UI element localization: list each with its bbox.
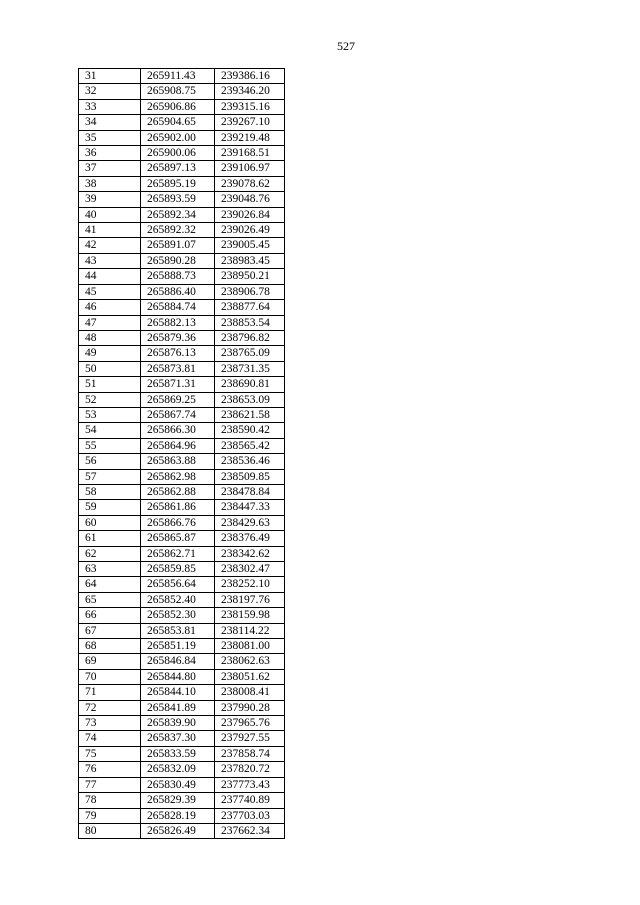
point-number-cell: 73 xyxy=(79,716,141,731)
point-number-cell: 45 xyxy=(79,284,141,299)
coordinate-table xyxy=(78,68,285,839)
point-number-cell: 42 xyxy=(79,238,141,253)
table-row xyxy=(79,253,285,268)
x-coordinate-cell: 265829.39 xyxy=(141,793,215,808)
point-number-cell: 68 xyxy=(79,639,141,654)
point-number-cell: 56 xyxy=(79,454,141,469)
x-coordinate-cell: 265833.59 xyxy=(141,746,215,761)
y-coordinate-cell: 237820.72 xyxy=(215,762,285,777)
x-coordinate-cell: 265828.19 xyxy=(141,808,215,823)
point-number-cell: 80 xyxy=(79,823,141,838)
y-coordinate-cell: 238690.81 xyxy=(215,377,285,392)
table-row xyxy=(79,407,285,422)
table-row xyxy=(79,330,285,345)
x-coordinate-cell: 265882.13 xyxy=(141,315,215,330)
table-row xyxy=(79,392,285,407)
y-coordinate-cell: 238877.64 xyxy=(215,300,285,315)
point-number-cell: 71 xyxy=(79,685,141,700)
point-number-cell: 60 xyxy=(79,515,141,530)
y-coordinate-cell: 237662.34 xyxy=(215,823,285,838)
x-coordinate-cell: 265862.88 xyxy=(141,484,215,499)
x-coordinate-cell: 265871.31 xyxy=(141,377,215,392)
table-row xyxy=(79,207,285,222)
table-row xyxy=(79,777,285,792)
table-row xyxy=(79,315,285,330)
y-coordinate-cell: 238536.46 xyxy=(215,454,285,469)
x-coordinate-cell: 265888.73 xyxy=(141,269,215,284)
x-coordinate-cell: 265837.30 xyxy=(141,731,215,746)
coordinate-table-body xyxy=(79,69,285,839)
x-coordinate-cell: 265844.10 xyxy=(141,685,215,700)
point-number-cell: 31 xyxy=(79,69,141,84)
table-row xyxy=(79,269,285,284)
x-coordinate-cell: 265866.30 xyxy=(141,423,215,438)
y-coordinate-cell: 238114.22 xyxy=(215,623,285,638)
x-coordinate-cell: 265826.49 xyxy=(141,823,215,838)
table-row xyxy=(79,176,285,191)
point-number-cell: 50 xyxy=(79,361,141,376)
y-coordinate-cell: 238376.49 xyxy=(215,531,285,546)
table-row xyxy=(79,700,285,715)
table-row xyxy=(79,762,285,777)
table-row xyxy=(79,130,285,145)
point-number-cell: 34 xyxy=(79,115,141,130)
x-coordinate-cell: 265904.65 xyxy=(141,115,215,130)
y-coordinate-cell: 239219.48 xyxy=(215,130,285,145)
table-row xyxy=(79,115,285,130)
point-number-cell: 47 xyxy=(79,315,141,330)
y-coordinate-cell: 239048.76 xyxy=(215,192,285,207)
table-row xyxy=(79,592,285,607)
table-row xyxy=(79,654,285,669)
point-number-cell: 63 xyxy=(79,562,141,577)
y-coordinate-cell: 238197.76 xyxy=(215,592,285,607)
table-row xyxy=(79,284,285,299)
y-coordinate-cell: 238509.85 xyxy=(215,469,285,484)
table-row xyxy=(79,300,285,315)
x-coordinate-cell: 265853.81 xyxy=(141,623,215,638)
x-coordinate-cell: 265906.86 xyxy=(141,99,215,114)
point-number-cell: 48 xyxy=(79,330,141,345)
y-coordinate-cell: 238983.45 xyxy=(215,253,285,268)
point-number-cell: 49 xyxy=(79,346,141,361)
point-number-cell: 79 xyxy=(79,808,141,823)
point-number-cell: 67 xyxy=(79,623,141,638)
x-coordinate-cell: 265869.25 xyxy=(141,392,215,407)
x-coordinate-cell: 265900.06 xyxy=(141,146,215,161)
x-coordinate-cell: 265892.34 xyxy=(141,207,215,222)
table-row xyxy=(79,731,285,746)
y-coordinate-cell: 237990.28 xyxy=(215,700,285,715)
y-coordinate-cell: 239005.45 xyxy=(215,238,285,253)
point-number-cell: 39 xyxy=(79,192,141,207)
table-row xyxy=(79,99,285,114)
table-row xyxy=(79,69,285,84)
y-coordinate-cell: 239026.84 xyxy=(215,207,285,222)
y-coordinate-cell: 237773.43 xyxy=(215,777,285,792)
point-number-cell: 40 xyxy=(79,207,141,222)
table-row xyxy=(79,577,285,592)
table-row xyxy=(79,716,285,731)
y-coordinate-cell: 239315.16 xyxy=(215,99,285,114)
y-coordinate-cell: 238342.62 xyxy=(215,546,285,561)
x-coordinate-cell: 265832.09 xyxy=(141,762,215,777)
table-row xyxy=(79,639,285,654)
table-row xyxy=(79,161,285,176)
x-coordinate-cell: 265852.40 xyxy=(141,592,215,607)
y-coordinate-cell: 238478.84 xyxy=(215,484,285,499)
y-coordinate-cell: 237858.74 xyxy=(215,746,285,761)
y-coordinate-cell: 239168.51 xyxy=(215,146,285,161)
table-row xyxy=(79,623,285,638)
y-coordinate-cell: 238621.58 xyxy=(215,407,285,422)
x-coordinate-cell: 265852.30 xyxy=(141,608,215,623)
y-coordinate-cell: 238429.63 xyxy=(215,515,285,530)
y-coordinate-cell: 238853.54 xyxy=(215,315,285,330)
x-coordinate-cell: 265867.74 xyxy=(141,407,215,422)
table-row xyxy=(79,238,285,253)
x-coordinate-cell: 265876.13 xyxy=(141,346,215,361)
x-coordinate-cell: 265865.87 xyxy=(141,531,215,546)
y-coordinate-cell: 239346.20 xyxy=(215,84,285,99)
x-coordinate-cell: 265859.85 xyxy=(141,562,215,577)
x-coordinate-cell: 265873.81 xyxy=(141,361,215,376)
table-row xyxy=(79,84,285,99)
table-row xyxy=(79,361,285,376)
y-coordinate-cell: 237927.55 xyxy=(215,731,285,746)
y-coordinate-cell: 238765.09 xyxy=(215,346,285,361)
y-coordinate-cell: 239078.62 xyxy=(215,176,285,191)
x-coordinate-cell: 265879.36 xyxy=(141,330,215,345)
y-coordinate-cell: 238590.42 xyxy=(215,423,285,438)
table-row xyxy=(79,823,285,838)
point-number-cell: 62 xyxy=(79,546,141,561)
table-row xyxy=(79,423,285,438)
point-number-cell: 74 xyxy=(79,731,141,746)
table-row xyxy=(79,546,285,561)
y-coordinate-cell: 238062.63 xyxy=(215,654,285,669)
point-number-cell: 36 xyxy=(79,146,141,161)
point-number-cell: 33 xyxy=(79,99,141,114)
y-coordinate-cell: 238252.10 xyxy=(215,577,285,592)
x-coordinate-cell: 265897.13 xyxy=(141,161,215,176)
x-coordinate-cell: 265861.86 xyxy=(141,500,215,515)
point-number-cell: 32 xyxy=(79,84,141,99)
point-number-cell: 77 xyxy=(79,777,141,792)
y-coordinate-cell: 238796.82 xyxy=(215,330,285,345)
table-row xyxy=(79,562,285,577)
point-number-cell: 51 xyxy=(79,377,141,392)
x-coordinate-cell: 265862.71 xyxy=(141,546,215,561)
table-row xyxy=(79,484,285,499)
point-number-cell: 76 xyxy=(79,762,141,777)
y-coordinate-cell: 238008.41 xyxy=(215,685,285,700)
y-coordinate-cell: 238159.98 xyxy=(215,608,285,623)
table-row xyxy=(79,793,285,808)
x-coordinate-cell: 265892.32 xyxy=(141,223,215,238)
point-number-cell: 44 xyxy=(79,269,141,284)
table-row xyxy=(79,223,285,238)
x-coordinate-cell: 265844.80 xyxy=(141,669,215,684)
page-number: 527 xyxy=(337,39,355,53)
point-number-cell: 41 xyxy=(79,223,141,238)
table-row xyxy=(79,454,285,469)
x-coordinate-cell: 265856.64 xyxy=(141,577,215,592)
x-coordinate-cell: 265846.84 xyxy=(141,654,215,669)
table-row xyxy=(79,531,285,546)
point-number-cell: 61 xyxy=(79,531,141,546)
y-coordinate-cell: 237965.76 xyxy=(215,716,285,731)
y-coordinate-cell: 238081.00 xyxy=(215,639,285,654)
table-row xyxy=(79,192,285,207)
point-number-cell: 66 xyxy=(79,608,141,623)
point-number-cell: 75 xyxy=(79,746,141,761)
table-row xyxy=(79,685,285,700)
point-number-cell: 37 xyxy=(79,161,141,176)
point-number-cell: 55 xyxy=(79,438,141,453)
point-number-cell: 58 xyxy=(79,484,141,499)
point-number-cell: 43 xyxy=(79,253,141,268)
point-number-cell: 38 xyxy=(79,176,141,191)
point-number-cell: 54 xyxy=(79,423,141,438)
y-coordinate-cell: 239106.97 xyxy=(215,161,285,176)
y-coordinate-cell: 237740.89 xyxy=(215,793,285,808)
table-row xyxy=(79,346,285,361)
x-coordinate-cell: 265863.88 xyxy=(141,454,215,469)
x-coordinate-cell: 265864.96 xyxy=(141,438,215,453)
x-coordinate-cell: 265851.19 xyxy=(141,639,215,654)
y-coordinate-cell: 238950.21 xyxy=(215,269,285,284)
table-row xyxy=(79,438,285,453)
table-row xyxy=(79,515,285,530)
y-coordinate-cell: 239267.10 xyxy=(215,115,285,130)
table-row xyxy=(79,669,285,684)
y-coordinate-cell: 237703.03 xyxy=(215,808,285,823)
y-coordinate-cell: 238565.42 xyxy=(215,438,285,453)
x-coordinate-cell: 265893.59 xyxy=(141,192,215,207)
table-row xyxy=(79,377,285,392)
point-number-cell: 72 xyxy=(79,700,141,715)
x-coordinate-cell: 265862.98 xyxy=(141,469,215,484)
x-coordinate-cell: 265911.43 xyxy=(141,69,215,84)
point-number-cell: 69 xyxy=(79,654,141,669)
point-number-cell: 46 xyxy=(79,300,141,315)
x-coordinate-cell: 265895.19 xyxy=(141,176,215,191)
y-coordinate-cell: 238653.09 xyxy=(215,392,285,407)
table-row xyxy=(79,469,285,484)
x-coordinate-cell: 265841.89 xyxy=(141,700,215,715)
x-coordinate-cell: 265908.75 xyxy=(141,84,215,99)
x-coordinate-cell: 265830.49 xyxy=(141,777,215,792)
y-coordinate-cell: 238051.62 xyxy=(215,669,285,684)
point-number-cell: 59 xyxy=(79,500,141,515)
table-row xyxy=(79,808,285,823)
y-coordinate-cell: 239386.16 xyxy=(215,69,285,84)
x-coordinate-cell: 265890.28 xyxy=(141,253,215,268)
y-coordinate-cell: 238302.47 xyxy=(215,562,285,577)
x-coordinate-cell: 265884.74 xyxy=(141,300,215,315)
table-row xyxy=(79,746,285,761)
x-coordinate-cell: 265839.90 xyxy=(141,716,215,731)
point-number-cell: 64 xyxy=(79,577,141,592)
x-coordinate-cell: 265866.76 xyxy=(141,515,215,530)
y-coordinate-cell: 239026.49 xyxy=(215,223,285,238)
point-number-cell: 70 xyxy=(79,669,141,684)
x-coordinate-cell: 265891.07 xyxy=(141,238,215,253)
y-coordinate-cell: 238731.35 xyxy=(215,361,285,376)
table-row xyxy=(79,608,285,623)
x-coordinate-cell: 265886.40 xyxy=(141,284,215,299)
point-number-cell: 52 xyxy=(79,392,141,407)
point-number-cell: 53 xyxy=(79,407,141,422)
table-row xyxy=(79,146,285,161)
point-number-cell: 65 xyxy=(79,592,141,607)
y-coordinate-cell: 238906.78 xyxy=(215,284,285,299)
x-coordinate-cell: 265902.00 xyxy=(141,130,215,145)
y-coordinate-cell: 238447.33 xyxy=(215,500,285,515)
point-number-cell: 78 xyxy=(79,793,141,808)
point-number-cell: 35 xyxy=(79,130,141,145)
point-number-cell: 57 xyxy=(79,469,141,484)
table-row xyxy=(79,500,285,515)
